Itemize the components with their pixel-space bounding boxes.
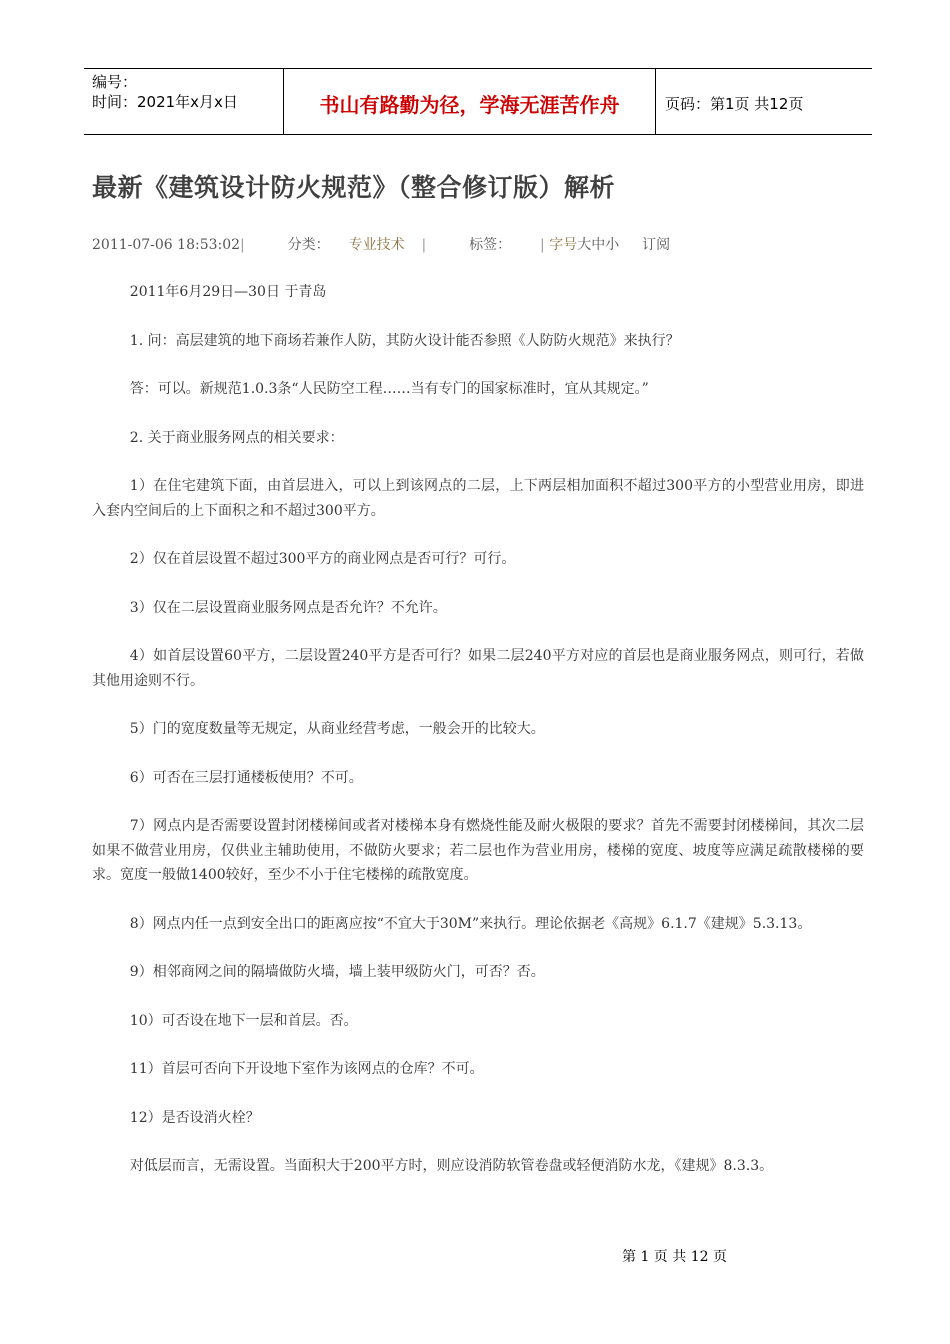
- article-paragraph: 7）网点内是否需要设置封闭楼梯间或者对楼梯本身有燃烧性能及耐火极限的要求？首先不需要封闭楼梯间，其次二层如果不做营业用房，仅供业主辅助使用，不做防火要求；若二层也作为营业用房，楼梯的宽度、坡度等应满足疏散楼梯的要求。宽度一般做1400较好，至少不小于住宅楼梯的疏散宽度。: [92, 818, 864, 883]
- article-paragraph: 1. 问：高层建筑的地下商场若兼作人防，其防火设计能否参照《人防防火规范》来执行？: [129, 332, 680, 349]
- article-paragraph: 答：可以。新规范1.0.3条“人民防空工程……当有专门的国家标准时，宜从其规定。”: [129, 381, 649, 397]
- article-paragraph: 对低层而言，无需设置。当面积大于200平方时，则应设消防软管卷盘或轻便消防水龙，《建规》8.3.3。: [129, 1158, 774, 1174]
- category-link[interactable]: 专业技术: [348, 237, 405, 253]
- article-body: [92, 280, 864, 1203]
- article-paragraph: 2）仅在首层设置不超过300平方的商业网点是否可行？可行。: [129, 551, 516, 567]
- category-label: 分类：: [287, 237, 330, 253]
- header-motto: 书山有路勤为径，学海无涯苦作舟: [284, 69, 656, 134]
- article-paragraph: 2. 关于商业服务网点的相关要求：: [129, 429, 344, 446]
- article-paragraph: 9）相邻商网之间的隔墙做防火墙，墙上装甲级防火门，可否？否。: [129, 964, 545, 980]
- article-paragraph: 11）首层可否向下开设地下室作为该网点的仓库？不可。: [129, 1061, 484, 1077]
- article-paragraph: 4）如首层设置60平方，二层设置240平方是否可行？如果二层240平方对应的首层也是商业服务网点，则可行，若做其他用途则不行。: [92, 648, 864, 689]
- article-paragraph: 10）可否设在地下一层和首层。否。: [129, 1012, 358, 1029]
- document-number-label: 编号：: [92, 73, 138, 91]
- meta-divider: |: [540, 237, 545, 253]
- meta-divider: |: [421, 237, 427, 253]
- tags-label: 标签：: [469, 237, 512, 253]
- subscribe-link[interactable]: 订阅: [642, 237, 671, 253]
- article-datetime: 2011-07-06 18:53:02: [92, 237, 241, 253]
- article-title: 最新《建筑设计防火规范》（整合修订版）解析: [92, 173, 616, 202]
- font-size-large-button[interactable]: 大: [577, 237, 592, 253]
- page-footer: 第 1 页 共 12 页: [622, 1249, 727, 1265]
- font-size-small-button[interactable]: 小: [605, 237, 620, 253]
- article-paragraph: 5）门的宽度数量等无规定，从商业经营考虑，一般会开的比较大。: [129, 721, 545, 737]
- article-paragraph: 2011年6月29日—30日 于青岛: [129, 284, 327, 300]
- article-paragraph: 6）可否在三层打通楼板使用？不可。: [129, 769, 363, 786]
- article-meta: [92, 234, 670, 254]
- article-paragraph: 3）仅在二层设置商业服务网点是否允许？不允许。: [129, 599, 447, 616]
- document-header: [84, 68, 872, 135]
- article-paragraph: 8）网点内任一点到安全出口的距离应按“不宜大于30M”来执行。理论依据老《高规》6.1.7《建规》5.3.13。: [129, 915, 812, 932]
- header-page-number: 页码：第1页 共12页: [665, 95, 804, 113]
- meta-divider: |: [240, 237, 245, 253]
- document-time-label: 时间：2021年x月x日: [92, 93, 238, 111]
- header-info-cell: [84, 69, 284, 134]
- font-size-medium-button[interactable]: 中: [591, 237, 606, 253]
- article-paragraph: 12）是否设消火栓？: [129, 1109, 260, 1126]
- font-size-label: 字号: [549, 237, 578, 253]
- article-paragraph: 1）在住宅建筑下面，由首层进入，可以上到该网点的二层，上下两层相加面积不超过300平方的小型营业用房，即进入套内空间后的上下面积之和不超过300平方。: [92, 478, 864, 519]
